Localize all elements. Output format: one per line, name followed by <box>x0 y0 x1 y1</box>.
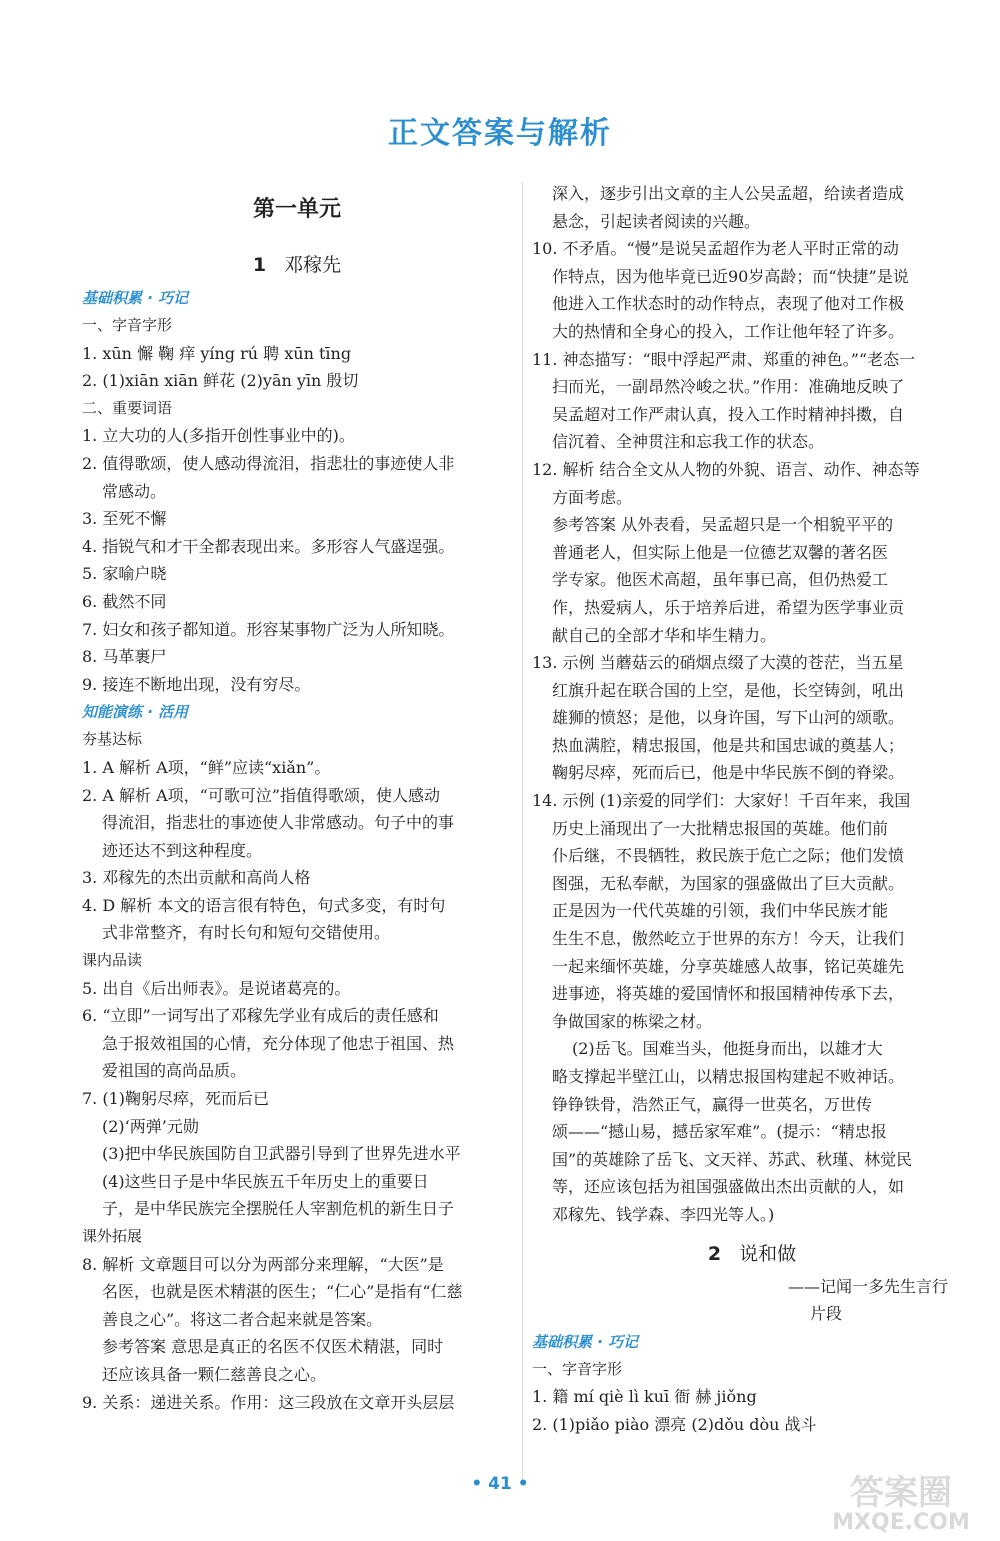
answer-item: 5. 出自《后出师表》。是说诸葛亮的。 <box>82 978 351 998</box>
answer-line: 学专家。他医术高超，虽年事已高，但仍热爱工 <box>552 570 889 590</box>
answer-item: 2. (1)piǎo piào 漂亮 (2)dǒu dòu 战斗 <box>532 1414 817 1434</box>
answer-line: 仆后继，不畏牺牲，救民族于危亡之际；他们发愤 <box>552 846 905 866</box>
answer-item: 2. (1)xiān xiān 鲜花 (2)yān yīn 殷切 <box>82 371 359 391</box>
answer-item: 7. 妇女和孩子都知道。形容某事物广泛为人所知晓。 <box>82 619 455 639</box>
answer-item: 9. 接连不断地出现，没有穷尽。 <box>82 674 311 694</box>
answer-item: 9. 关系：递进关系。作用：这三段放在文章开头层层 <box>82 1392 455 1412</box>
answer-line: 历史上涌现出了一大批精忠报国的英雄。他们前 <box>552 818 889 838</box>
answer-line: 红旗升起在联合国的上空，是他，长空铸剑，吼出 <box>552 680 905 700</box>
watermark-logo <box>816 1474 986 1536</box>
answer-line: 作，热爱病人，乐于培养后进，希望为医学事业贡 <box>552 597 905 617</box>
answer-line: 进事迹，将英雄的爱国情怀和报国精神传承下去， <box>552 984 905 1004</box>
answer-item: 1. 立大功的人(多指开创性事业中的)。 <box>82 426 355 446</box>
answer-line: (2)‘两弹’元勋 <box>102 1116 199 1136</box>
answer-item: 13. 示例 当蘑菇云的硝烟点缀了大漠的苍茫，当五星 <box>532 653 904 673</box>
left-column <box>82 188 512 1416</box>
answer-item: 2. A 解析 A项，“可歌可泣”指值得歌颂，使人感动 <box>82 785 440 805</box>
answer-item: 6. “立即”一词写出了邓稼先学业有成后的责任感和 <box>82 1006 439 1026</box>
answer-item: 11. 神态描写：“眼中浮起严肃、郑重的神色。”“老态一 <box>532 349 916 369</box>
answer-line: 急于报效祖国的心情，充分体现了他忠于祖国、热 <box>102 1033 455 1053</box>
answer-line: 鞠躬尽瘁，死而后已，他是中华民族不倒的脊梁。 <box>552 763 905 783</box>
answer-item: 4. 指锐气和才干全都表现出来。多形容人气盛逞强。 <box>82 536 455 556</box>
page-title: 正文答案与解析 <box>388 116 612 151</box>
answer-line: 正是因为一代代英雄的引领，我们中华民族才能 <box>552 901 889 921</box>
answer-line: 略支撑起半壁江山，以精忠报国构建起不败神话。 <box>552 1067 905 1086</box>
page-number: • 41 • <box>471 1474 529 1494</box>
answer-line: 图强，无私奉献，为国家的强盛做出了巨大贡献。 <box>552 873 905 893</box>
answer-line: 参考答案 从外表看，吴孟超只是一个相貌平平的 <box>552 515 894 535</box>
answer-line: 等，还应该包括为祖国强盛做出杰出贡献的人，如 <box>552 1177 905 1197</box>
answer-item: 3. 至死不懈 <box>82 509 167 529</box>
answer-item: 1. xūn 懈 鞠 痒 yíng rú 聘 xūn tīng <box>82 343 352 363</box>
answer-line: 作特点，因为他毕竟已近90岁高龄；而“快捷”是说 <box>552 266 909 286</box>
section-heading: 一、字音字形 <box>82 316 173 334</box>
answer-line: (4)这些日子是中华民族五千年历史上的重要日 <box>102 1171 429 1191</box>
lesson-title <box>532 1229 972 1273</box>
lesson-number: 2 <box>707 1242 722 1265</box>
answer-line: 信沉着、全神贯注和忘我工作的状态。 <box>552 432 825 452</box>
answer-line: 深入，逐步引出文章的主人公吴孟超，给读者造成 <box>552 184 905 203</box>
unit-title: 第一单元 <box>252 197 341 222</box>
answer-line: 常感动。 <box>102 481 167 501</box>
section-tag: 基础积累 · 巧记 <box>532 1332 639 1351</box>
answer-item: 3. 邓稼先的杰出贡献和高尚人格 <box>82 868 311 888</box>
answer-line: 热血满腔，精忠报国，他是共和国忠诚的奠基人； <box>552 735 905 755</box>
left-answer-list <box>82 284 512 1416</box>
answer-item: 5. 家喻户晓 <box>82 564 167 584</box>
column-divider <box>522 182 523 1482</box>
answer-line: 参考答案 意思是真正的名医不仅医术精湛，同时 <box>102 1337 444 1357</box>
section-tag: 知能演练 · 活用 <box>82 703 189 722</box>
answer-line: 悬念，引起读者阅读的兴趣。 <box>552 211 761 231</box>
answer-line: (3)把中华民族国防自卫武器引导到了世界先进水平 <box>102 1144 461 1164</box>
answer-line: 一起来缅怀英雄，分享英雄感人故事，铭记英雄先 <box>552 956 905 976</box>
answer-line: 迹还达不到这种程度。 <box>102 840 263 860</box>
right-answer-list <box>532 180 972 1439</box>
answer-item: 8. 解析 文章题目可以分为两部分来理解，“大医”是 <box>82 1254 444 1274</box>
answer-item: 4. D 解析 本文的语言很有特色，句式多变，有时句 <box>82 895 446 915</box>
answer-line: 得流泪，指悲壮的事迹使人非常感动。句子中的事 <box>102 813 455 833</box>
section-heading: 课外拓展 <box>82 1227 143 1245</box>
answer-line: 还应该具备一颗仁慈善良之心。 <box>102 1364 327 1384</box>
answer-line: 式非常整齐，有时长句和短句交错使用。 <box>102 923 391 943</box>
section-heading: 一、字音字形 <box>532 1359 623 1378</box>
answer-line: 名医，也就是医术精湛的医生；“仁心”是指有“仁慈 <box>102 1282 463 1302</box>
answer-line: 大的热情和全身心的投入，工作让他年轻了许多。 <box>552 321 905 341</box>
answer-item: 1. A 解析 A项，“鲜”应读“xiǎn”。 <box>82 757 331 777</box>
answer-item: 7. (1)鞠躬尽瘁，死而后已 <box>82 1089 270 1109</box>
watermark-main: 答案圈 <box>850 1473 952 1513</box>
answer-line: 铮铮铁骨，浩然正气，赢得一世英名，万世传 <box>552 1094 873 1114</box>
answer-line: 爱祖国的高尚品质。 <box>102 1061 247 1081</box>
answer-line: 善良之心”。将这二者合起来就是答案。 <box>102 1309 383 1329</box>
answer-item: 1. 籍 mí qiè lì kuī 衙 赫 jiǒng <box>532 1387 757 1407</box>
answer-line: 子，是中华民族完全摆脱任人宰割危机的新生日子 <box>102 1199 455 1219</box>
answer-line: 他进入工作状态时的动作特点，表现了他对工作极 <box>552 294 905 314</box>
lesson-subtitle: 片段 <box>809 1304 842 1324</box>
section-heading: 夯基达标 <box>82 730 143 749</box>
right-column <box>532 180 972 1439</box>
lesson-name: 邓稼先 <box>284 254 342 276</box>
answer-line: 普通老人，但实际上他是一位德艺双馨的著名医 <box>552 542 889 562</box>
answer-line: 雄狮的愤怒；是他，以身许国，写下山河的颂歌。 <box>552 708 905 728</box>
section-heading: 课内品读 <box>82 951 143 970</box>
answer-line: (2)岳飞。国难当头，他挺身而出，以雄才大 <box>572 1039 883 1059</box>
answer-item: 6. 截然不同 <box>82 591 167 611</box>
answer-item: 2. 值得歌颂，使人感动得流泪，指悲壮的事迹使人非 <box>82 453 455 473</box>
answer-item: 10. 不矛盾。“慢”是说吴孟超作为老人平时正常的动 <box>532 239 899 259</box>
answer-line: 国”的英雄除了岳飞、文天祥、苏武、秋瑾、林觉民 <box>552 1149 913 1169</box>
answer-line: 邓稼先、钱学森、李四光等人。) <box>552 1204 775 1224</box>
answer-line: 争做国家的栋梁之材。 <box>552 1011 713 1031</box>
answer-item: 14. 示例 (1)亲爱的同学们：大家好！千百年来，我国 <box>532 791 911 811</box>
lesson-title <box>82 240 512 284</box>
section-heading: 二、重要词语 <box>82 398 173 417</box>
answer-line: 扫而光，一副昂然冷峻之状。”作用：准确地反映了 <box>552 377 905 397</box>
answer-line: 献自己的全部才华和毕生精力。 <box>552 625 777 645</box>
lesson-name: 说和做 <box>739 1242 797 1265</box>
answer-item: 8. 马革裹尸 <box>82 647 167 667</box>
answer-line: 方面考虑。 <box>552 487 633 507</box>
answer-line: 颂——“撼山易，撼岳家军难”。(提示：“精忠报 <box>552 1122 887 1142</box>
lesson-number: 1 <box>252 254 267 276</box>
answer-item: 12. 解析 结合全文从人物的外貌、语言、动作、神态等 <box>532 459 920 479</box>
watermark-site: MXQE.COM <box>832 1510 970 1535</box>
answer-line: 生生不息，傲然屹立于世界的东方！今天，让我们 <box>552 929 905 949</box>
answer-line: 吴孟超对工作严肃认真，投入工作时精神抖擞，自 <box>552 404 905 424</box>
section-tag: 基础积累 · 巧记 <box>82 289 189 307</box>
lesson-subtitle: ——记闻一多先生言行 <box>787 1276 948 1296</box>
